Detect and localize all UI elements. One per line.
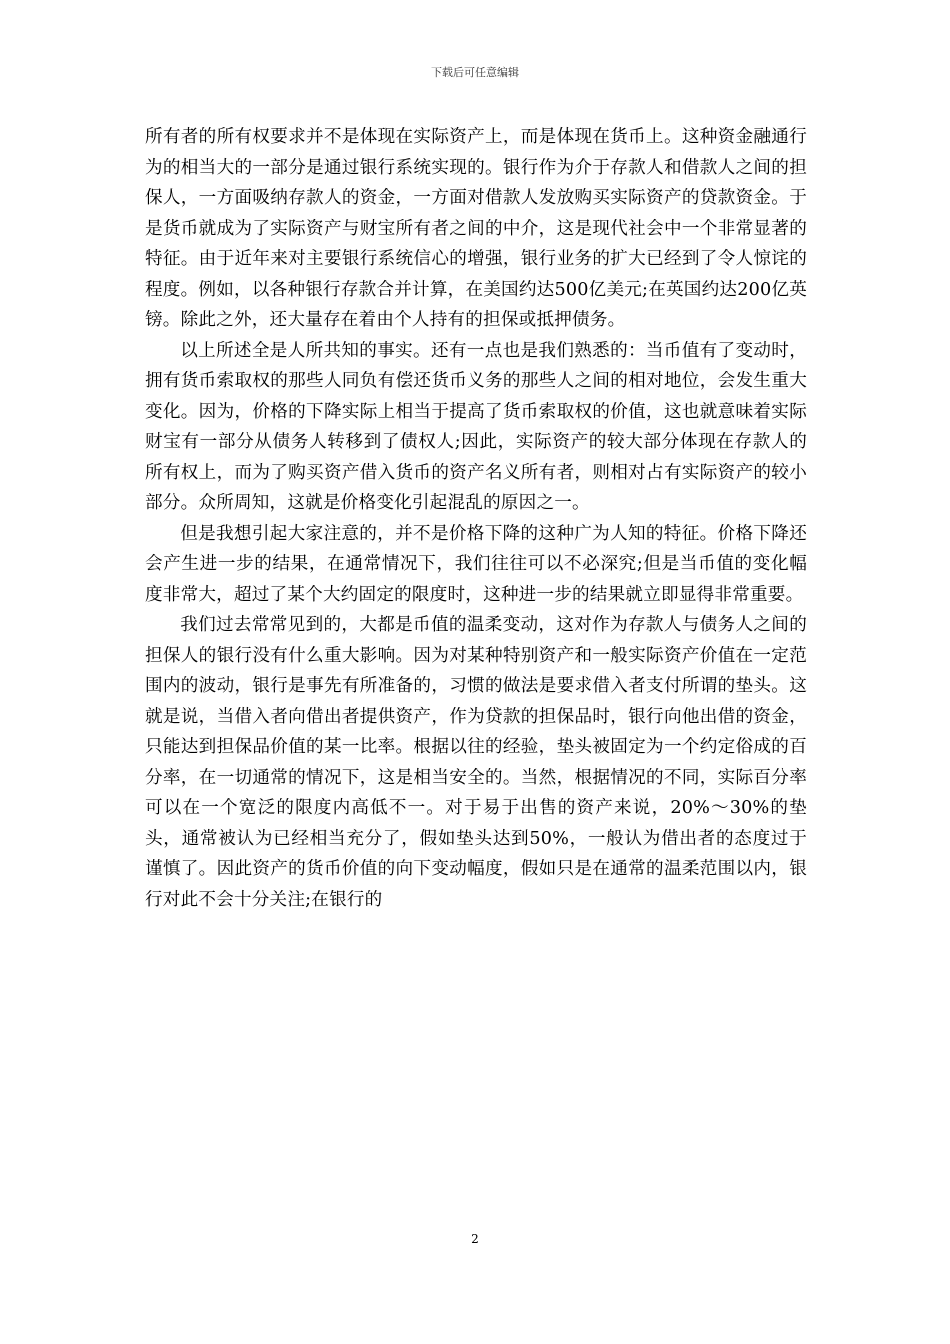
page-header: 下载后可任意编辑 [431, 66, 519, 79]
document-body [145, 122, 807, 915]
paragraph-3: 但是我想引起大家注意的，并不是价格下降的这种广为人知的特征。价格下降还会产生进一步的结果，在通常情况下，我们往往可以不必深究;但是当币值的变化幅度非常大，超过了某个大约固定的限度时，这种进一步的结果就立即显得非常重要。 [145, 523, 807, 605]
paragraph-1: 所有者的所有权要求并不是体现在实际资产上，而是体现在货币上。这种资金融通行为的相当大的一部分是通过银行系统实现的。银行作为介于存款人和借款人之间的担保人，一方面吸纳存款人的资金，一方面对借款人发放购买实际资产的贷款资金。于是货币就成为了实际资产与财宝所有者之间的中介，这是现代社会中一个非常显著的特征。由于近年来对主要银行系统信心的增强，银行业务的扩大已经到了令人惊诧的程度。例如，以各种银行存款合并计算，在美国约达500亿美元;在英国约达200亿英镑。除此之外，还大量存在着由个人持有的担保或抵押债务。 [145, 127, 807, 330]
paragraph-2: 以上所述全是人所共知的事实。还有一点也是我们熟悉的：当币值有了变动时，拥有货币索取权的那些人同负有偿还货币义务的那些人之间的相对地位，会发生重大变化。因为，价格的下降实际上相当于提高了货币索取权的价值，这也就意味着实际财宝有一部分从债务人转移到了债权人;因此，实际资产的较大部分体现在存款人的所有权上，而为了购买资产借入货币的资产名义所有者，则相对占有实际资产的较小部分。众所周知，这就是价格变化引起混乱的原因之一。 [145, 340, 807, 513]
paragraph-4: 我们过去常常见到的，大都是币值的温柔变动，这对作为存款人与债务人之间的担保人的银行没有什么重大影响。因为对某种特别资产和一般实际资产价值在一定范围内的波动，银行是事先有所准备的，习惯的做法是要求借入者支付所谓的垫头。这就是说，当借入者向借出者提供资产，作为贷款的担保品时，银行向他出借的资金，只能达到担保品价值的某一比率。根据以往的经验，垫头被固定为一个约定俗成的百分率，在一切通常的情况下，这是相当安全的。当然，根据情况的不同，实际百分率可以在一个宽泛的限度内高低不一。对于易于出售的资产来说，20%～30%的垫头，通常被认为已经相当充分了，假如垫头达到50%，一般认为借出者的态度过于谨慎了。因此资产的货币价值的向下变动幅度，假如只是在通常的温柔范围以内，银行对此不会十分关注;在银行的 [145, 615, 807, 910]
page-number: 2 [471, 1232, 479, 1246]
